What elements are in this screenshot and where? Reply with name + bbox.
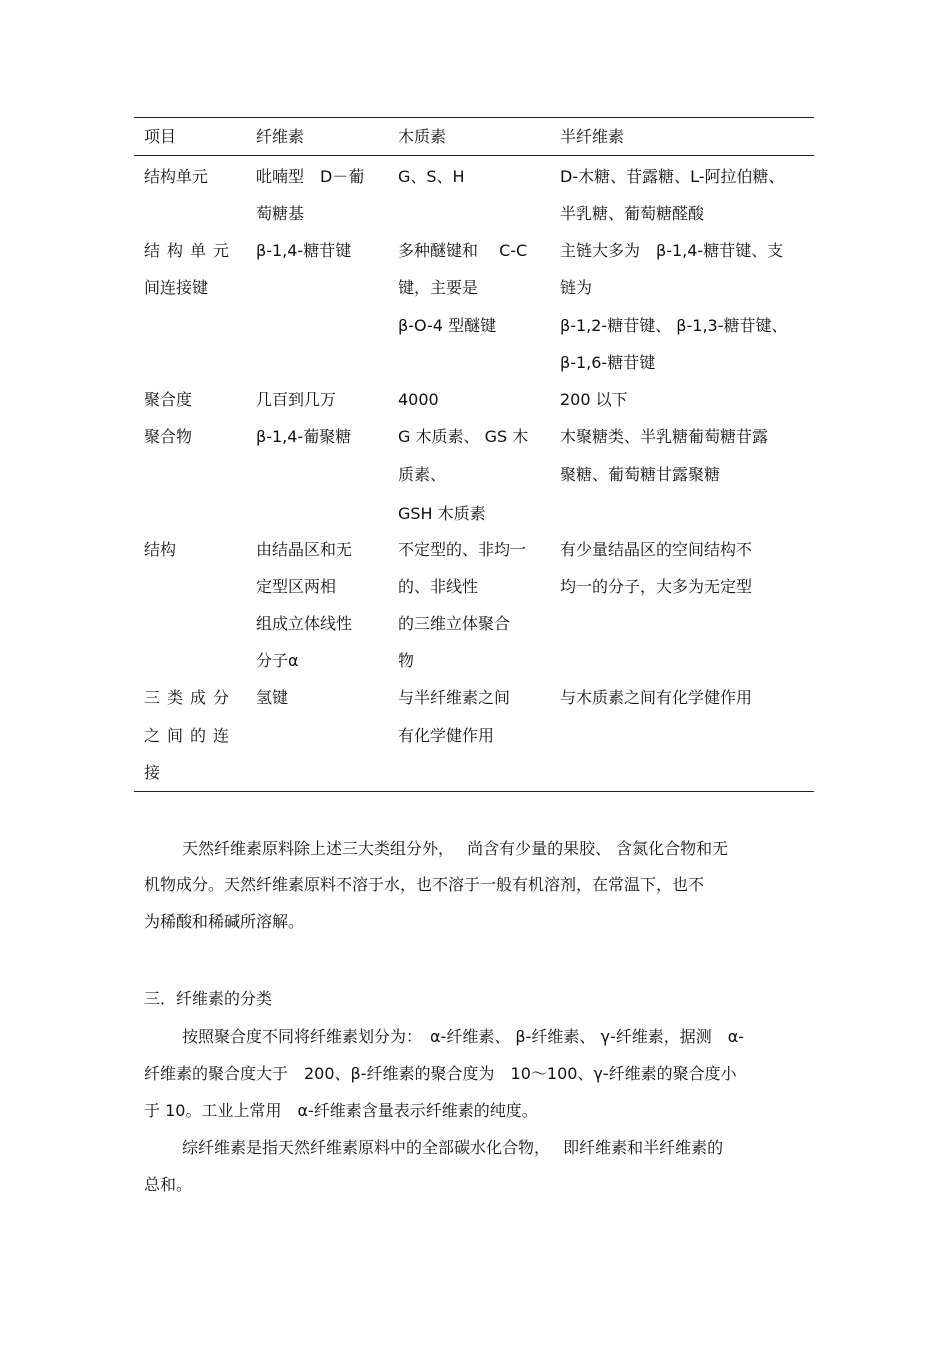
table-cell: 与半纤维素之间 (398, 688, 511, 707)
row-structure-item: 结构 (144, 540, 177, 559)
table-cell: β-O-4 型醚键 (398, 316, 497, 335)
table-cell: 几百到几万 (256, 390, 337, 409)
table-header-rule (134, 155, 814, 156)
table-cell: 链为 (560, 278, 593, 297)
table-cell: β-1,2-糖苷键、 β-1,3-糖苷键、 (560, 316, 788, 335)
row-linkage-between-item-line2: 之间的连 (144, 726, 237, 745)
paragraph-line: 总和。 (144, 1175, 193, 1194)
paragraph-line: 机物成分。天然纤维素原料不溶于水，也不溶于一般有机溶剂，在常温下，也不 (144, 875, 705, 894)
table-top-rule (134, 117, 814, 118)
row-linkage-between-item-line3: 接 (144, 763, 161, 782)
table-cell: 物 (398, 651, 415, 670)
table-cell: 不定型的、非均一 (398, 540, 527, 559)
header-hemicellulose: 半纤维素 (560, 127, 625, 146)
paragraph-line: 天然纤维素原料除上述三大类组分外， 尚含有少量的果胶、 含氮化合物和无 (182, 839, 729, 858)
table-cell: 有少量结晶区的空间结构不 (560, 540, 753, 559)
table-cell: β-1,4-葡聚糖 (256, 427, 352, 446)
table-cell: 萄糖基 (256, 204, 305, 223)
row-linkage-item-line2: 间连接键 (144, 278, 209, 297)
table-bottom-rule (134, 791, 814, 792)
table-cell: 分子α (256, 651, 299, 670)
row-linkage-item: 结构单元 (144, 241, 237, 260)
table-cell: 200 以下 (560, 390, 628, 409)
table-cell: G 木质素、 GS 木 (398, 427, 529, 446)
table-cell: 组成立体线性 (256, 614, 353, 633)
row-structural-unit-item: 结构单元 (144, 167, 209, 186)
table-cell: 聚糖、葡萄糖甘露聚糖 (560, 465, 721, 484)
paragraph-line: 为稀酸和稀碱所溶解。 (144, 912, 305, 931)
table-cell: 木聚糖类、半乳糖葡萄糖苷露 (560, 427, 769, 446)
table-cell: G、S、H (398, 167, 465, 186)
table-cell: 氢键 (256, 688, 289, 707)
table-cell: D-木糖、苷露糖、L-阿拉伯糖、 (560, 167, 785, 186)
paragraph-line: 纤维素的聚合度大于 200、β-纤维素的聚合度为 10～100、γ-纤维素的聚合度小 (144, 1064, 737, 1083)
row-dp-item: 聚合度 (144, 390, 193, 409)
table-cell: 键，主要是 (398, 278, 479, 297)
table-cell: 吡喃型 D－葡 (256, 167, 365, 186)
table-cell: 的三维立体聚合 (398, 614, 511, 633)
table-cell: 半乳糖、葡萄糖醛酸 (560, 204, 705, 223)
table-cell: β-1,4-糖苷键 (256, 241, 352, 260)
paragraph-line: 按照聚合度不同将纤维素划分为： α-纤维素、 β-纤维素、 γ-纤维素，据测 α- (182, 1027, 745, 1046)
header-item: 项目 (144, 127, 177, 146)
section-heading: 三．纤维素的分类 (144, 989, 273, 1008)
table-cell: 多种醚键和 C-C (398, 241, 528, 260)
header-lignin: 木质素 (398, 127, 447, 146)
table-cell: 4000 (398, 390, 439, 409)
table-cell: 的、非线性 (398, 577, 479, 596)
table-cell: 由结晶区和无 (256, 540, 353, 559)
table-cell: 均一的分子，大多为无定型 (560, 577, 753, 596)
table-cell: 质素、 (398, 465, 447, 484)
table-cell: 与木质素之间有化学健作用 (560, 688, 753, 707)
paragraph-line: 于 10。工业上常用 α-纤维素含量表示纤维素的纯度。 (144, 1101, 538, 1120)
row-polymer-item: 聚合物 (144, 427, 193, 446)
table-cell: β-1,6-糖苷键 (560, 353, 656, 372)
table-cell: 有化学健作用 (398, 726, 495, 745)
paragraph-line: 综纤维素是指天然纤维素原料中的全部碳水化合物， 即纤维素和半纤维素的 (182, 1138, 724, 1157)
row-linkage-between-item: 三类成分 (144, 688, 237, 707)
header-cellulose: 纤维素 (256, 127, 305, 146)
table-cell: GSH 木质素 (398, 504, 486, 523)
table-cell: 定型区两相 (256, 577, 337, 596)
table-cell: 主链大多为 β-1,4-糖苷键、支 (560, 241, 784, 260)
